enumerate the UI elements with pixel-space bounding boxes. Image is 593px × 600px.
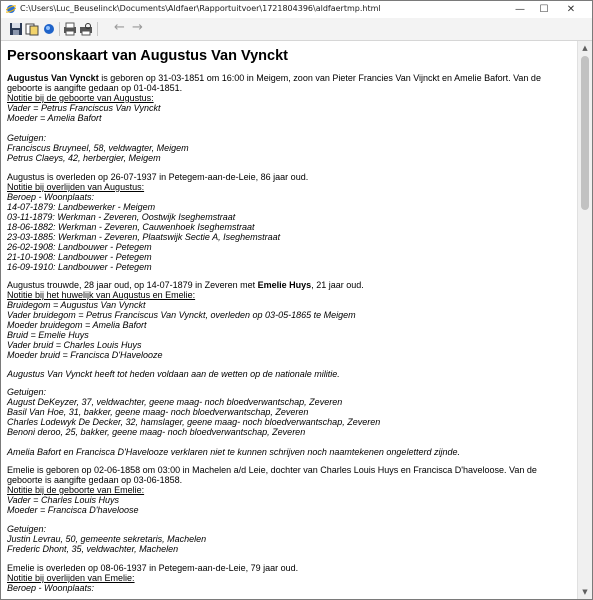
birth-text: is geboren op 31-03-1851 om 16:00 in Meigem, zoon van Pieter Francies Van Vijnckt en Amelie Bafort. Van de <box>98 73 541 83</box>
marriage-note-heading: Notitie bij het huwelijk van Augustus en Emelie: <box>7 290 196 300</box>
birth-note-heading: Notitie bij de geboorte van Augustus: <box>7 93 154 103</box>
occupation-item: 03-11-1879: Werkman - Zeveren, Oostwijk Iseghemstraat <box>7 212 236 222</box>
spouse-birth-mother: Moeder = Francisca D'haveloose <box>7 505 139 515</box>
marriage-note-line: Moeder bruidegom = Amelia Bafort <box>7 320 147 330</box>
toolbar <box>1 18 592 41</box>
occupation-item: 16-09-1910: Landbouwer - Petegem <box>7 262 152 272</box>
title-bar <box>1 1 592 18</box>
maximize-button[interactable]: ☐ <box>539 4 549 15</box>
occupation-item: 14-07-1879: Landbewerker - Meigem <box>7 202 156 212</box>
marriage-note-line: Bruid = Emelie Huys <box>7 330 89 340</box>
print-icon[interactable] <box>63 22 77 36</box>
scroll-up-icon[interactable]: ▲ <box>582 44 588 52</box>
marriage-witnesses-heading: Getuigen: <box>7 387 47 397</box>
back-icon[interactable]: ← <box>114 20 125 35</box>
vertical-scrollbar[interactable] <box>577 41 592 599</box>
minimize-button[interactable]: — <box>515 4 525 15</box>
occupation-item: 26-02-1908: Landbouwer - Petegem <box>7 242 152 252</box>
spouse-birth-note-heading: Notitie bij de geboorte van Emelie: <box>7 485 145 495</box>
birth-witness: Petrus Claeys, 42, herbergier, Meigem <box>7 153 161 163</box>
spouse-occupations-heading: Beroep - Woonplaats: <box>7 583 95 593</box>
birth-witness: Franciscus Bruyneel, 58, veldwagter, Meigem <box>7 143 189 153</box>
window-title: C:\Users\Luc_Beuselinck\Documents\Aldfaer\Rapportuitvoer\1721804396\aldfaertmp.html <box>20 4 381 13</box>
birth-registration: geboorte is aangifte gedaan op 01-04-1851. <box>7 83 183 93</box>
spouse-birth-father: Vader = Charles Louis Huys <box>7 495 119 505</box>
marriage-note-line: Vader bruid = Charles Louis Huys <box>7 340 142 350</box>
marriage-witness: August DeKeyzer, 37, veldwachter, geene maag- noch bloedverwantschap, Zeveren <box>7 397 343 407</box>
spouse-witness: Frederic Dhont, 35, veldwachter, Machelen <box>7 544 179 554</box>
birth-father: Vader = Petrus Franciscus Van Vynckt <box>7 103 161 113</box>
ie-icon <box>6 4 16 14</box>
marriage-witness: Basil Van Hoe, 31, bakker, geene maag- noch bloedverwantschap, Zeveren <box>7 407 309 417</box>
spouse-witnesses-heading: Getuigen: <box>7 524 47 534</box>
save-icon[interactable] <box>9 22 23 36</box>
spouse-name: Emelie Huys <box>257 280 312 290</box>
marriage-note-line: Moeder bruid = Francisca D'Havelooze <box>7 350 163 360</box>
report-content <box>1 41 578 599</box>
marriage-age: , 21 jaar oud. <box>311 280 364 290</box>
occupation-item: 18-06-1882: Werkman - Zeveren, Cauwenhoek Iseghemstraat <box>7 222 255 232</box>
close-button[interactable]: ✕ <box>566 4 576 15</box>
scroll-down-icon[interactable]: ▼ <box>582 588 588 596</box>
birth-mother: Moeder = Amelia Bafort <box>7 113 102 123</box>
illiterate-note: Amelia Bafort en Francisca D'Havelooze verklaren niet te kunnen schrijven noch naamtekenen ongeletterd zijnde. <box>7 447 460 457</box>
spouse-death-line: Emelie is overleden op 08-06-1937 in Petegem-aan-de-Leie, 79 jaar oud. <box>7 563 299 573</box>
marriage-witness: Charles Lodewyk De Decker, 32, hamslager, geene maag- noch bloedverwantschap, Zeveren <box>7 417 381 427</box>
marriage-note-line: Bruidegom = Augustus Van Vynckt <box>7 300 146 310</box>
scrollbar-thumb[interactable] <box>581 56 589 210</box>
spouse-birth-registration: geboorte is aangifte gedaan op 03-06-1858. <box>7 475 183 485</box>
death-line: Augustus is overleden op 26-07-1937 in Petegem-aan-de-Leie, 86 jaar oud. <box>7 172 309 182</box>
person-name: Augustus Van Vynckt <box>7 73 99 83</box>
spouse-birth-line: Emelie is geboren op 02-06-1858 om 03:00 in Machelen a/d Leie, dochter van Charles Louis Huys en Francisca D'haveloose. Van de <box>7 465 537 475</box>
copy-icon[interactable] <box>25 22 39 36</box>
spouse-witness: Justin Levrau, 50, gemeente sekretaris, Machelen <box>7 534 207 544</box>
marriage-note-line: Vader bruidegom = Petrus Franciscus Van Vynckt, overleden op 03-05-1865 te Meigem <box>7 310 356 320</box>
birth-witnesses-heading: Getuigen: <box>7 133 47 143</box>
forward-icon[interactable]: → <box>132 20 143 35</box>
toolbar-divider <box>97 22 98 36</box>
print-preview-icon[interactable] <box>79 22 93 36</box>
page-title: Persoonskaart van Augustus Van Vynckt <box>7 48 288 64</box>
birth-line <box>7 73 541 83</box>
death-note-heading: Notitie bij overlijden van Augustus: <box>7 182 145 192</box>
occupations-heading: Beroep - Woonplaats: <box>7 192 95 202</box>
marriage-line <box>7 280 364 290</box>
ie-icon[interactable] <box>42 22 56 36</box>
toolbar-divider <box>59 22 60 36</box>
militia-note: Augustus Van Vynckt heeft tot heden voldaan aan de wetten op de nationale militie. <box>7 369 340 379</box>
marriage-text: Augustus trouwde, 28 jaar oud, op 14-07-1879 in Zeveren met <box>7 280 258 290</box>
marriage-witness: Benoni deroo, 25, bakker, geene maag- noch bloedverwantschap, Zeveren <box>7 427 306 437</box>
occupation-item: 23-03-1885: Werkman - Zeveren, Plaatswijk Sectie A, Iseghemstraat <box>7 232 281 242</box>
spouse-death-note-heading: Notitie bij overlijden van Emelie: <box>7 573 135 583</box>
occupation-item: 21-10-1908: Landbouwer - Petegem <box>7 252 152 262</box>
